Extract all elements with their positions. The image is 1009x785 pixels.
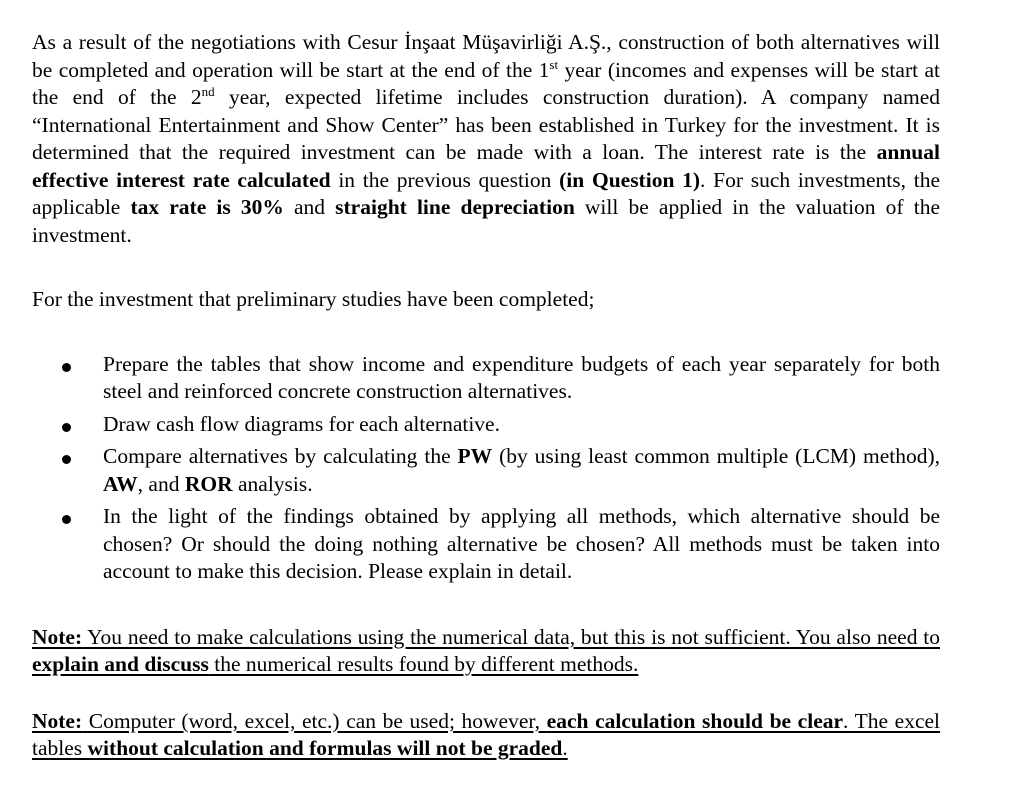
task-text-part: , and [137, 471, 185, 496]
bullet-icon [62, 515, 71, 524]
note-paragraph-1 [32, 624, 940, 679]
note-text: . [562, 736, 568, 760]
task-item [32, 443, 940, 498]
bold-explain-discuss: explain and discuss [32, 652, 209, 676]
task-list [32, 351, 940, 586]
document-page [32, 29, 940, 763]
bold-not-graded: without calculation and formulas will not be graded [87, 736, 563, 760]
bold-tax-rate: tax rate is 30% [130, 195, 284, 219]
bold-question-ref: (in Question 1) [559, 167, 701, 192]
task-text: Draw cash flow diagrams for each alternative. [103, 411, 500, 436]
lead-paragraph: For the investment that preliminary studies have been completed; [32, 287, 595, 311]
task-text-part: analysis. [232, 471, 313, 496]
task-item [32, 503, 940, 586]
bold-depreciation: straight line depreciation [335, 195, 575, 219]
note-text: Computer (word, excel, etc.) can be used; however, [82, 708, 547, 733]
bold-pw: PW [457, 444, 493, 468]
intro-text-6: and [283, 195, 336, 219]
task-text [103, 444, 940, 496]
superscript-st: st [549, 56, 559, 72]
note-paragraph-2 [32, 708, 940, 763]
task-text-part: Compare alternatives by calculating the [103, 444, 458, 468]
bold-ror: ROR [184, 471, 233, 496]
intro-text-7: will be applied in the valuation of the investment. [32, 195, 940, 247]
bold-interest-rate: annual effective interest rate calculated [32, 140, 940, 192]
intro-text-4: in the previous question [330, 167, 560, 192]
bold-calculation-clear: each calculation should be clear [546, 708, 844, 733]
note-text: . The excel tables [32, 708, 941, 760]
note-text: the numerical results found by different methods. [208, 652, 639, 676]
intro-text-5: . For such investments, the applicable [32, 167, 940, 219]
bullet-icon [62, 363, 71, 372]
intro-text-2: year (incomes and expenses will be start at the end of the 2 [32, 57, 940, 109]
task-text: In the light of the findings obtained by applying all methods, which alternative should be chosen? Or should the doing nothing alternative be chosen? All methods must be taken into account to make this decision. Please explain in detail. [103, 504, 940, 583]
bold-aw: AW [103, 471, 138, 496]
note-label: Note: [32, 624, 83, 649]
bullet-icon [62, 455, 71, 464]
intro-text-3: year, expected lifetime includes construction duration). A company named “International Entertainment and Show Center” has been established in Turkey for the investment. It is determined that the required investment can be made with a loan. The interest rate is the [32, 85, 940, 164]
task-item [32, 411, 940, 439]
note-label: Note: [32, 708, 83, 733]
intro-paragraph [32, 29, 940, 249]
task-text: Prepare the tables that show income and expenditure budgets of each year separately for both steel and reinforced concrete construction alternatives. [103, 351, 940, 403]
intro-text-1: As a result of the negotiations with Cesur İnşaat Müşavirliği A.Ş., construction of both alternatives will be completed and operation will be start at the end of the 1 [32, 30, 940, 82]
task-text-part: (by using least common multiple (LCM) method), [492, 444, 941, 468]
superscript-nd: nd [201, 84, 215, 99]
task-item [32, 351, 940, 406]
bullet-icon [62, 423, 71, 432]
note-text: You need to make calculations using the numerical data, but this is not sufficient. You also need to [82, 624, 940, 649]
